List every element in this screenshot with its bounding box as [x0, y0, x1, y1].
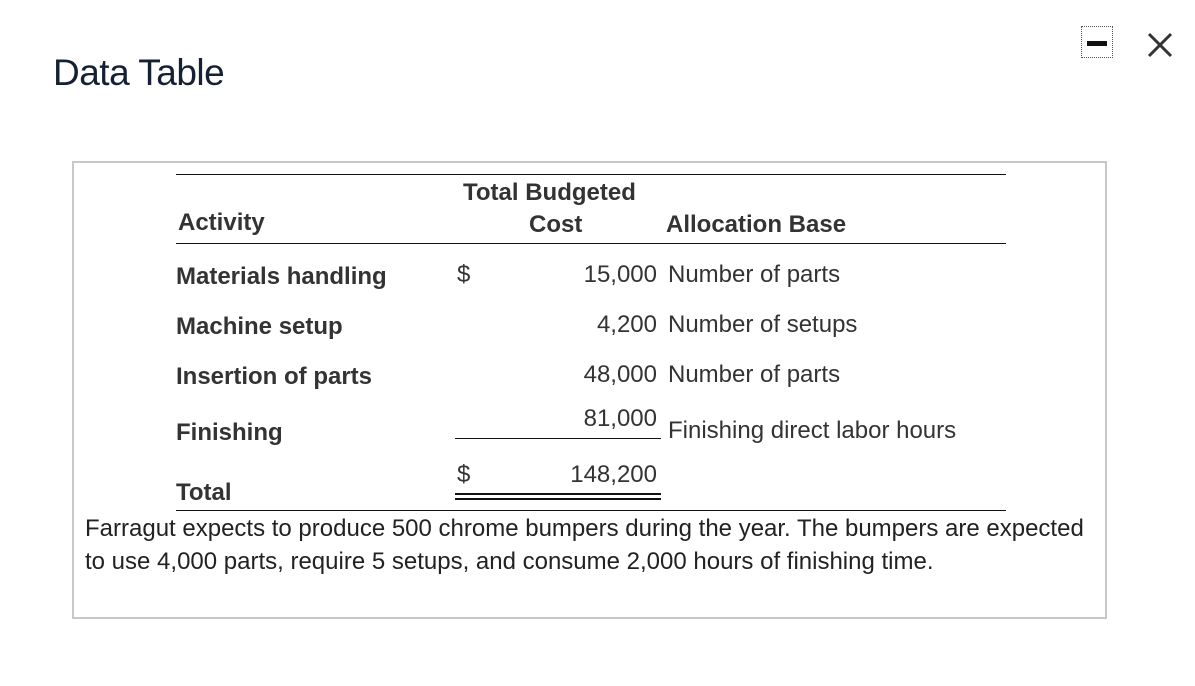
row-activity: Materials handling: [176, 263, 387, 290]
subtotal-rule: [455, 438, 661, 439]
total-double-rule-bottom: [455, 498, 661, 500]
row-activity: Insertion of parts: [176, 363, 373, 390]
header-bottom-rule: [176, 243, 1006, 244]
header-activity: Activity: [178, 209, 265, 236]
row-base: Number of parts: [668, 361, 841, 388]
row-cost: 48,000: [583, 361, 657, 388]
total-cost: 148,200: [570, 461, 657, 488]
close-icon: [1143, 28, 1177, 62]
header-cost-line1: Total Budgeted: [463, 179, 636, 206]
row-currency: $: [457, 261, 471, 288]
minimize-button[interactable]: [1081, 26, 1113, 58]
row-activity: Finishing: [176, 419, 283, 446]
row-base: Number of setups: [668, 311, 858, 338]
problem-note: Farragut expects to produce 500 chrome bumpers during the year. The bumpers are expected to use 4,000 parts, require 5 setups, and consume 2,000 hours of finishing time.: [85, 515, 1084, 575]
row-base: Number of parts: [668, 261, 841, 288]
dialog-title: Data Table: [53, 52, 225, 93]
total-label: Total: [176, 479, 232, 506]
total-double-rule-top: [455, 493, 661, 495]
header-allocation-base: Allocation Base: [666, 211, 847, 238]
table-top-rule: [176, 174, 1006, 175]
row-base: Finishing direct labor hours: [668, 417, 957, 444]
row-cost: 81,000: [583, 405, 657, 432]
row-cost: 15,000: [583, 261, 657, 288]
total-currency: $: [457, 461, 471, 488]
table-bottom-rule: [176, 510, 1006, 511]
close-button[interactable]: [1143, 28, 1177, 62]
row-activity: Machine setup: [176, 313, 343, 340]
minimize-icon: [1087, 41, 1107, 46]
data-table-panel: [72, 161, 1107, 619]
row-cost: 4,200: [596, 311, 657, 338]
header-cost-line2: Cost: [529, 211, 583, 238]
